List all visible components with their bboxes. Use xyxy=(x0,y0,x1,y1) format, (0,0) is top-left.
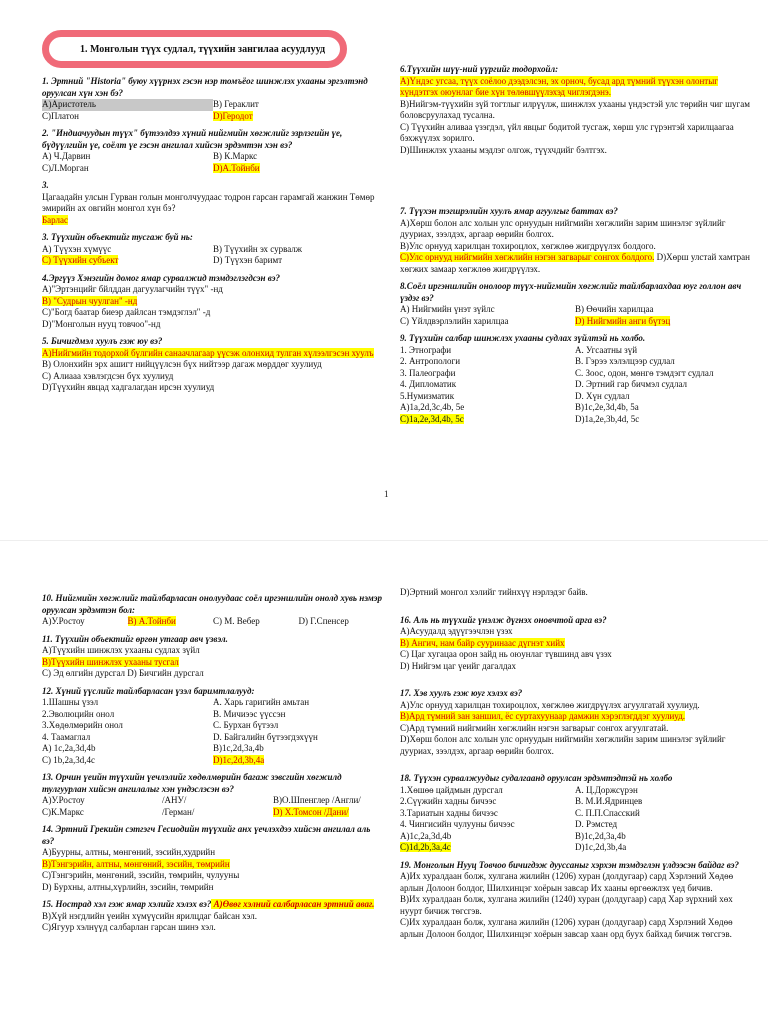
answer-text: Барлас xyxy=(42,214,69,225)
option: D)1a,2e,3b,4d, 5с xyxy=(575,413,640,424)
page1-left-column xyxy=(42,70,384,394)
option: В)1с,2d,3а,4b xyxy=(213,743,264,754)
option: D) Г.Спенсер xyxy=(298,616,349,627)
question-11: 11. Түүхийн объектийг өргөн утгаар авч үзвэл. А)Түүхийн шинжлэх ухааны судлах зүйл В)Түүхийн шинжлэх ухааны тусгал С) Эд өлгийн дурсгал D) Бичгийн дурсгал xyxy=(42,633,228,679)
question-6: 6.Түүхийн шүү-ний үүргийг тодорхойл: А)Үндэс угсаа, түүх соёлоо дээдэлсэн, эх орноч, бусад ард түмний түүхэн олонтыг хүндэтгэх оюунлаг бие хүн төлөвшүүлэхэд чиглэгдэнэ. В)Нийгэм-түүхийн зүй тогтлыг илрүүлж, шинжлэх ухааны үндэстэй улс төрийн чиг шугам боловсруулахад тусална. С) Түүхийн аливаа үзэгдэл, үйл явцыг бодитой тусгаж, хөрш улс гүрэнтэй харилцаагаа бэхжүүлэх зорилго. D)Шинжлэх ухааны мэдлэг олгож, түүхчдийг бэлтгэх. xyxy=(400,64,750,155)
answer-option: А)Үндэс угсаа, түүх соёлоо дээдэлсэн, эх орноч, бусад ард түмний түүхэн олонтыг хүндэтгэх оюунлаг бие хүн төлөвшүүлэхэд чиглэгдэнэ. xyxy=(400,75,718,98)
option: В) Гераклит xyxy=(213,99,259,110)
question-9: 9. Түүхийн салбар шинжлэх ухааны судлах зүйлтэй нь холбо. 1. Этнографи А. Угсаатны зүй 2. Антропологи В. Гэрээ хэлэлцээр судлал 3. Палеографи С. Зоос, одон, мөнгө тэмдэгт судлал 4. Дипломатик D. Эртний гар бичмэл судлал 5.Нумизматик D. Хүн судлал А)1а,2d,3с,4b, 5e В)1с,2е,3d,4b, 5a С)1а,2е,3d,4b, 5с D)1a,2e,3b,4d, 5с xyxy=(400,333,750,425)
answer-option: В) Ангич, нам байр сууринаас дүгнэт хийх xyxy=(400,637,565,648)
page-number: 1 xyxy=(384,489,389,499)
answer-option: D)1с,2d,3b,4a xyxy=(213,754,265,765)
question-3a: 3. Цагаадайн улсын Гурван голын монголчуудаас тодрон гарсан гарамгай жанжин Төмөр эмирийн ах овгийн монгол хүн бэ? Барлас xyxy=(42,180,375,225)
question-5: 5. Бичигдмэл хуулъ гэж юу вэ? А)Нийгмийн тодорхой бүлгийн санаачлагаар үүсэж олонхид тулган хүлээлгэсэн хуулъ В) Олонхийн эрх ашигт нийцүүлсэн бүх нийтээр дагаж мөрддөг хуулиуд С) Алиааа хэвлэгдсэн бүх хуулиуд D)Түүхийн явцад хадгалагдан ирсэн хуулиуд xyxy=(42,336,374,393)
page-title: 1. Монголын түүх судлал, түүхийн зангилаа асуудлууд xyxy=(80,44,326,55)
option: А)У.Ростоу xyxy=(42,616,85,627)
answer-option: С)1а,2е,3d,4b, 5с xyxy=(400,413,464,424)
option: В) Түүхийн эх сурвалж xyxy=(213,243,302,254)
question-4: 4.Эргүүз Хэнэгийн домог ямар сурвалжид тэмдэглэгдсэн вэ? А)"Эртэнцийг бйлддан дагуулагчийн түүх" -нд В) "Судрын чуулган" -нд С)"Богд баатар биеэр дайлсан тэмдэглэл" -д D)"Монголын нууц товчоо"-нд xyxy=(42,272,281,329)
option: С) М. Вебер xyxy=(213,616,260,627)
option: В) Өөчийн харилцаа xyxy=(575,304,654,315)
answer-option: D) Х.Томсон /Дани/ xyxy=(273,806,349,817)
answer-option: С)1d,2b,3а,4с xyxy=(400,842,451,853)
option: А)1а,2d,3с,4b, 5e xyxy=(400,402,465,413)
answer-option: В)Ард түмний зан заншил, ёс суртахуунаар дамжин хэрэглэгддэг хуулиуд. xyxy=(400,711,686,722)
option: А)1с,2а,3d,4b xyxy=(400,830,452,841)
page2-left-column xyxy=(42,587,384,934)
answer-option: В) "Судрын чуулган" -нд xyxy=(42,295,138,306)
option: А) Нийгмийн үнэт зүйлс xyxy=(400,304,495,315)
answer-option: D) Нийгмийн анги бүтэц xyxy=(575,315,671,326)
option: А) 1с,2а,3d,4b xyxy=(42,743,96,754)
question-13: 13. Орчин үеийн түүхийн үечлэлийг хөдөлмөрийн багаж зэвсгийн хөгжилд тулгуурлан хийсэн ангилалыг хэн үндэслэсэн вэ? А)У.Ростоу /АНУ/ В)О.Шпенглер /Англи/ С)К.Маркс /Герман/ D) Х.Томсон /Дани/ xyxy=(42,772,361,817)
question-10: 10. Нийгмийн хөгжлийг тайлбарласан онолуудаас соёл иргэншлийн онолд хувь нэмэр оруулсан эрдэмтэн бол: А)У.Ростоу В) А.Тойнби С) М. Вебер D) Г.Спенсер xyxy=(42,593,383,627)
option: D) Түүхэн баримт xyxy=(213,255,283,266)
page-two xyxy=(0,565,768,1024)
answer-option: С)Улс орнууд нийгмийн хөгжлийн нэгэн загварыг сонгох болдого. xyxy=(400,252,655,263)
answer-option: А)Нийгмийн тодорхой бүлгийн санаачлагаар үүсэж олонхид тулган хүлээлгэсэн хуулъ xyxy=(42,347,374,358)
answer-option: В)Тэнгэрийн, алтны, мөнгөний, зэсийн, төмрийн xyxy=(42,858,230,869)
option: D)1с,2d,3b,4a xyxy=(575,842,627,853)
answer-option: С) Түүхийн субъект xyxy=(42,255,119,266)
question-8: 8.Соёл иргэншлийн онолоор түүх-нийгмийн хөгжлийг тайлбарлахдаа юуг голлон авч үздэг вэ? А) Нийгмийн үнэт зүйлс В) Өөчийн харилцаа С) Үйлдвэрлэлийн харилцаа D) Нийгмийн анги бүтэц xyxy=(400,281,750,327)
option: С) Үйлдвэрлэлийн харилцаа xyxy=(400,315,509,326)
answer-option: D)Геродот xyxy=(213,110,253,121)
option: А) Ч.Дарвин xyxy=(42,151,91,162)
option: С)Платон xyxy=(42,110,79,121)
question-12: 12. Хүний үүслийг тайлбарласан үзэл баримтлалууд: 1.Шашны үзэл А. Харь гаригийн амьтан 2.Эволюцийн онол В. Мичиээс үүссэн 3.Хөдөлмөрийн онол С. Бурхан бүтээл 4. Таамаглал D. Байгалийн бүтээгдэхүүн А) 1с,2а,3d,4b В)1с,2d,3а,4b С) 1b,2а,3d,4с D)1с,2d,3b,4a xyxy=(42,686,384,767)
page1-right-column xyxy=(400,58,750,425)
question-1: 1. Эртний "Historia" буюу хүүрнэх гэсэн нэр томъёог шинжлэх ухааны эргэлтэнд оруулсан хүн хэн бэ? А)Аристотель В) Гераклит С)Платон D)Геродот xyxy=(42,76,384,122)
page2-right-column: D)Эртний монгол хэлийг тийнхүү нэрлэдэг байв. 16. Аль нь түүхийг үнэлж дүгнэх оновчтой арга вэ? А)Асуудалд эдүүгээчлэн үзэх В) Ангич, нам байр сууринаас дүгнэт хийх С) Цаг хугацаа орон зайд нь оюунлаг түвшинд авч үзэх D) Нийгэм цаг үеийг дагалдах 17. Хэв хуулъ гэж юуг хэлэх вэ? А)Улс орнууд харилцан тохироцлох, хөгжлөө жигдрүүлэх агуулгатай хуулиуд. В)Ард түмний зан заншил, ёс суртахуунаар дамжин хэрэглэгддэг хуулиуд. С)Ард түмний нийгмийн хөгжлийн нэгэн загварыг сонгох агуулгатай. D)Хөрш болон алс холын улс орнуудын нийгмийн хөгжлийн зарим шинэлэг зүйлийг дууриах, зээлдэх, аргаар өөрийн болгох. 18. Түүхэн сурвалжуудыг судалгаанд оруулсан эрдэмтэдтэй нь холбо 1.Хөшөө цайдмын дурсгал А. Ц.Доржсүрэн 2.Сүүжийн хадны бичээс В. М.И.Ядринцев 3.Тариатын хадны бичээс С. П.П.Спасский 4. Чингисийн чулууны бичээс D. Рэмстед А)1с,2а,3d,4b В)1с,2d,3а,4b С)1d,2b,3а,4с D)1с,2d,3b,4a 19. Монголын Нууц Товчоо бичигдэж дууссаныг хэрхэн тэмдэглэн үлдээсэн байдаг вэ? А)Их хуралдаан болж, хулгана жилийн (1206) хуран (долдугаар) сард Хэрлэний Хөдөө арлын Долоон болдог, Шилхинцэг хоёрын завсар Их хааны өргөөжлэх үед бичив. В)Их хуралдаан болж, хулгана жилийн (1240) хуран (долдугаар) сард Хар зүрхний хөх нуурт бичиж төгсгэв. С)Их хуралдаан болж, хулгана жилийн (1206) хуран (долдугаар) сард Хэрлэний Хөдөө арлын Долоон болдог, Шилхинцэг хоёрын завсар хаан орд буух байхад бичиж төгсгэв. xyxy=(400,587,750,940)
option: А)Аристотель xyxy=(42,99,213,111)
question-16: 16. Аль нь түүхийг үнэлж дүгнэх оновчтой арга вэ? А)Асуудалд эдүүгээчлэн үзэх В) Ангич, нам байр сууринаас дүгнэт хийх С) Цаг хугацаа орон зайд нь оюунлаг түвшинд авч үзэх D) Нийгэм цаг үеийг дагалдах xyxy=(400,614,612,671)
question-3b: 3. Түүхийн объектийг тусгаж буй нь: А) Түүхэн хүмүүс В) Түүхийн эх сурвалж С) Түүхийн субъект D) Түүхэн баримт xyxy=(42,232,384,267)
question-14: 14. Эртний Грекийн сэтгэгч Гесиодийн түүхийг анх үечлэхдээ хийсэн ангилал аль вэ? А)Буурны, алтны, мөнгөний, зэсийн,худрийн В)Тэнгэрийн, алтны, мөнгөний, зэсийн, төмрийн С)Тэнгэрийн, мөнгөний, зэсийн, төмрийн, чулууны D) Бурхны, алтны,хүрлийн, зэсийн, төмрийн xyxy=(42,824,371,892)
option: В) К.Маркс xyxy=(213,151,258,162)
question-7: 7. Түүхэн тэгшрэлийн хуулъ ямар агуулгыг баттах вэ? А)Хөрш болон алс холын улс орнуудын нийгмийн хөгжлийн зарим шинэлэг зүйлийг дууриах, зээлдэх, аргаар өөрийн болгох. В)Улс орнууд харилцан тохироцлох, хөгжлөө жигдрүүлэх болдого. С)Улс орнууд нийгмийн хөгжлийн нэгэн загварыг сонгох болдого. D)Хөрш улстай хамтран хөгжих замаар хөгжлөө жигдрүүлэх. xyxy=(400,206,750,274)
question-2: 2. "Индиачуудын түүх" бүтээлдээ хүний нийгмийн хөгжлийг эзрлэгийн үе, бүдүүлгийн үе, соёлт үе гэсэн ангилал хийсэн эрдэмтэн хэн вэ? А) Ч.Дарвин В) К.Маркс С)Л.Морган D)А.Тойнби xyxy=(42,128,384,174)
option: С) 1b,2а,3d,4с xyxy=(42,754,95,765)
question-17: 17. Хэв хуулъ гэж юуг хэлэх вэ? А)Улс орнууд харилцан тохироцлох, хөгжлөө жигдрүүлэх агуулгатай хуулиуд. В)Ард түмний зан заншил, ёс суртахуунаар дамжин хэрэглэгддэг хуулиуд. С)Ард түмний нийгмийн хөгжлийн нэгэн загварыг сонгох агуулгатай. D)Хөрш болон алс холын улс орнуудын нийгмийн хөгжлийн зарим шинэлэг зүйлийг дууриах, зээлдэх, аргаар өөрийн болгох. xyxy=(400,688,726,756)
question-15: 15. Нострад хэл гэж ямар хэлийг хэлэх вэ? А)Өвөг хэлний салбарласан эртний аваг. В)Хүй нэгдлийн үеийн хүмүүсийн ярилцдаг байсан хэл. С)Ягуур хэлнүүд салбарлан гарсан шинэ хэл. xyxy=(42,899,375,933)
option: С)Л.Морган xyxy=(42,162,89,173)
option: А) Түүхэн хүмүүс xyxy=(42,243,112,254)
answer-option: В) А.Тойнби xyxy=(127,616,176,627)
page-one xyxy=(0,0,768,500)
page-separator xyxy=(0,540,768,541)
question-19: 19. Монголын Нууц Товчоо бичигдэж дууссаныг хэрхэн тэмдэглэн үлдээсэн байдаг вэ? А)Их хуралдаан болж, хулгана жилийн (1206) хуран (долдугаар) сард Хэрлэний Хөдөө арлын Долоон болдог, Шилхинцэг хоёрын завсар Их хааны өргөөжлэх үед бичив. В)Их хуралдаан болж, хулгана жилийн (1240) хуран (долдугаар) сард Хар зүрхний хөх нуурт бичиж төгсгэв. С)Их хуралдаан болж, хулгана жилийн (1206) хуран (долдугаар) сард Хэрлэний Хөдөө арлын Долоон болдог, Шилхинцэг хоёрын завсар хаан орд буух байхад бичиж төгсгэв. xyxy=(400,859,739,939)
option: В)1с,2е,3d,4b, 5a xyxy=(575,402,639,413)
answer-option: D)А.Тойнби xyxy=(213,162,260,173)
answer-option: В)Түүхийн шинжлэх ухааны тусгал xyxy=(42,656,179,667)
answer-option: А)Өвөг хэлний салбарласан эртний аваг. xyxy=(211,899,375,910)
option: В)1с,2d,3а,4b xyxy=(575,830,626,841)
question-18: 18. Түүхэн сурвалжуудыг судалгаанд оруулсан эрдэмтэдтэй нь холбо 1.Хөшөө цайдмын дурсгал А. Ц.Доржсүрэн 2.Сүүжийн хадны бичээс В. М.И.Ядринцев 3.Тариатын хадны бичээс С. П.П.Спасский 4. Чингисийн чулууны бичээс D. Рэмстед А)1с,2а,3d,4b В)1с,2d,3а,4b С)1d,2b,3а,4с D)1с,2d,3b,4a xyxy=(400,773,750,854)
